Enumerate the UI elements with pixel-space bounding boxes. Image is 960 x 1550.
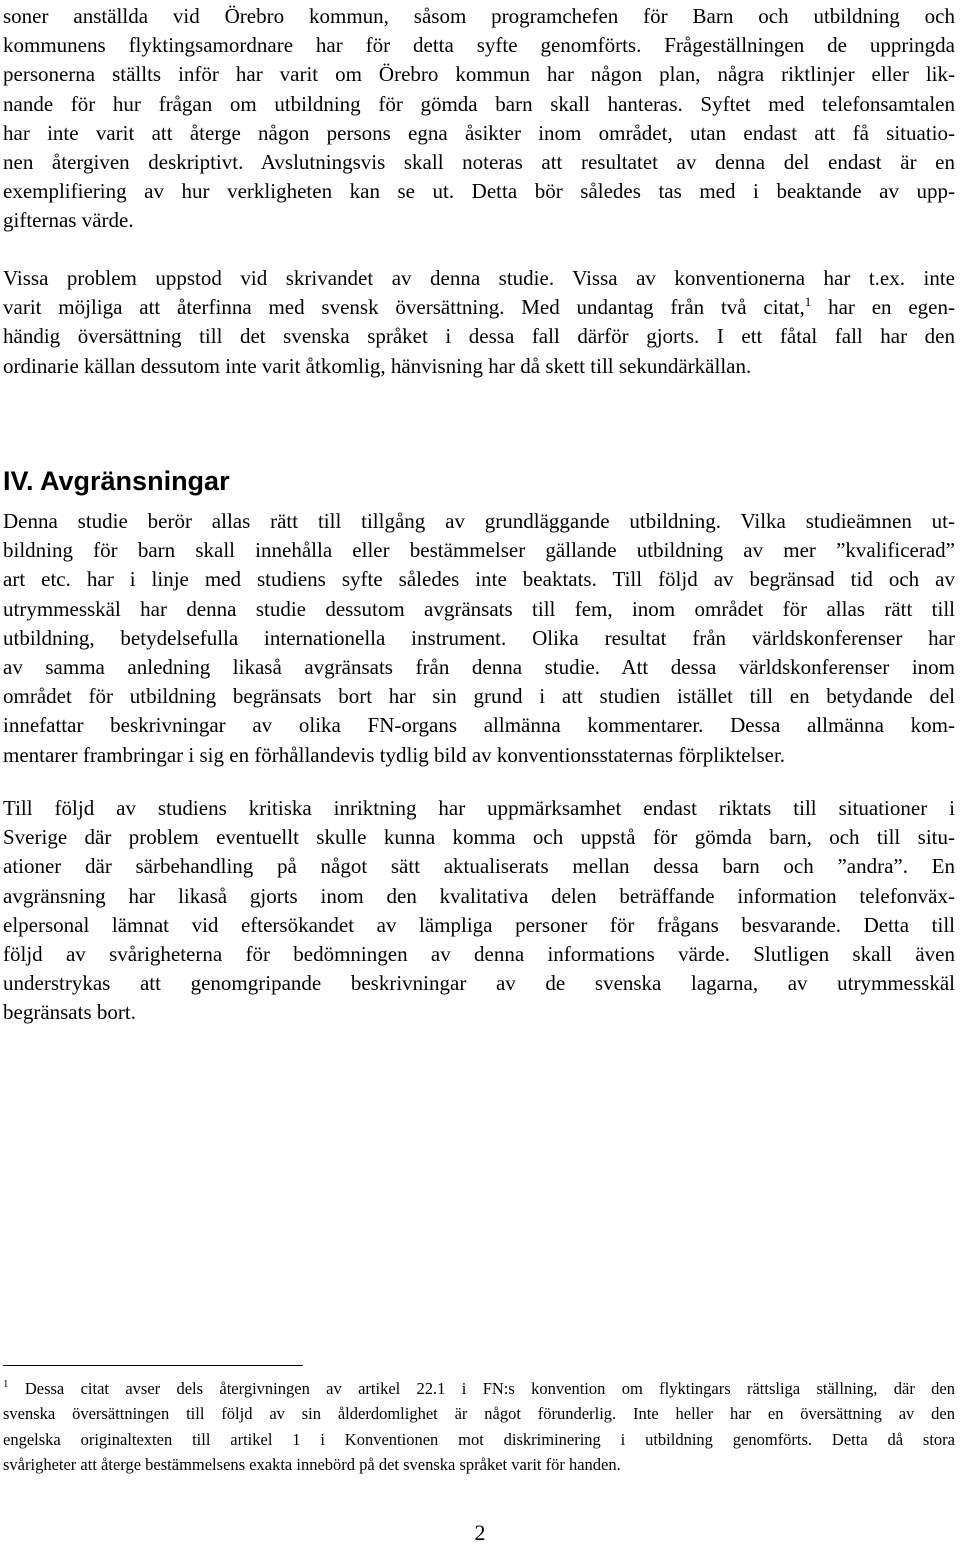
focus-paragraph (3, 794, 955, 1028)
problems-line: händig översättning till det svenska språket i dessa fall därför gjorts. I ett fåtal fall har den (3, 324, 955, 349)
scope-line: av samma anledning likaså avgränsats från denna studie. Att dessa världskonferenser inom (3, 655, 955, 680)
footnote-line: svenska översättningen till följd av sin ålderdomlighet är något förunderlig. Inte heller har en översättning av den (3, 1404, 955, 1424)
scope-paragraph (3, 507, 955, 770)
scope-line: mentarer frambringar i sig en förhållandevis tydlig bild av konventionsstaternas förpliktelser. (3, 742, 786, 767)
section-heading: IV. Avgränsningar (3, 466, 230, 496)
problems-line-end: har en egen- (811, 295, 955, 320)
scope-line: innefattar beskrivningar av olika FN-organs allmänna kommentarer. Dessa allmänna kom- (3, 713, 955, 738)
focus-line: begränsats bort. (3, 1000, 136, 1025)
problems-line-text: varit möjliga att återfinna med svensk översättning. Med undantag från två citat, (3, 295, 805, 320)
problems-paragraph (3, 264, 955, 381)
scope-line: bildning för barn skall innehålla eller bestämmelser gällande utbildning av mer ”kvalificerad” (3, 538, 955, 563)
footnote-line-text: Dessa citat avser dels återgivningen av artikel 22.1 i FN:s konvention om flyktingars rättsliga ställning, där den (8, 1379, 955, 1398)
intro-line: exemplifiering av hur verkligheten kan se ut. Detta bör således tas med i beaktande av upp- (3, 179, 955, 204)
footnote-line: engelska originaltexten till artikel 1 i Konventionen mot diskriminering i utbildning genomförts. Detta då stora (3, 1429, 955, 1449)
problems-line: Vissa problem uppstod vid skrivandet av denna studie. Vissa av konventionerna har t.ex. inte (3, 266, 955, 290)
footnote (3, 1376, 955, 1477)
footnote-marker: 1 (3, 1378, 9, 1390)
intro-line: nande för hur frågan om utbildning för gömda barn skall hanteras. Syftet med telefonsamtalen (3, 91, 955, 116)
scope-line: art etc. har i linje med studiens syfte således inte beaktats. Till följd av begränsad tid och av (3, 567, 955, 592)
footnote-separator (3, 1365, 303, 1366)
footnote-reference[interactable]: 1 (804, 294, 812, 310)
intro-line: gifternas värde. (3, 208, 134, 233)
intro-paragraph (3, 2, 955, 236)
footnote-line (3, 1376, 955, 1401)
intro-line: har inte varit att återge någon persons egna åsikter inom området, utan endast att få situatio- (3, 120, 955, 145)
problems-line-with-footnote (3, 293, 955, 322)
focus-line: Sverige där problem eventuellt skulle kunna komma och uppstå för gömda barn, och till situ- (3, 825, 955, 850)
intro-line: kommunens flyktingsamordnare har för detta syfte genomförts. Frågeställningen de uppringda (3, 33, 955, 58)
page-number: 2 (474, 1520, 486, 1545)
focus-line: ationer där särbehandling på något sätt aktualiserats mellan dessa barn och ”andra”. En (3, 854, 955, 879)
intro-line: soner anställda vid Örebro kommun, såsom programchefen för Barn och utbildning och (3, 4, 955, 28)
focus-line: understrykas att genomgripande beskrivningar av de svenska lagarna, av utrymmesskäl (3, 971, 955, 996)
focus-line: elpersonal lämnat vid eftersökandet av lämpliga personer för frågans besvarande. Detta till (3, 912, 955, 937)
scope-line: utrymmesskäl har denna studie dessutom avgränsats till fem, inom området för allas rätt till (3, 596, 955, 621)
intro-line: personerna ställts inför har varit om Örebro kommun har någon plan, några riktlinjer eller lik- (3, 62, 955, 87)
scope-line: Denna studie berör allas rätt till tillgång av grundläggande utbildning. Vilka studieämnen ut- (3, 509, 955, 533)
intro-line: nen återgiven deskriptivt. Avslutningsvis skall noteras att resultatet av denna del endast är en (3, 150, 955, 175)
focus-line: följd av svårigheterna för bedömningen av denna informations värde. Slutligen skall även (3, 942, 955, 967)
scope-line: utbildning, betydelsefulla internationella instrument. Olika resultat från världskonferenser har (3, 625, 955, 650)
problems-line: ordinarie källan dessutom inte varit åtkomlig, hänvisning har då skett till sekundärkällan. (3, 353, 752, 378)
scope-line: området för utbildning begränsats bort har sin grund i att studien istället till en betydande del (3, 684, 955, 709)
focus-line: Till följd av studiens kritiska inriktning har uppmärksamhet endast riktats till situationer i (3, 796, 955, 820)
footnote-line: svårigheter att återge bestämmelsens exakta innebörd på det svenska språket varit för handen. (3, 1454, 621, 1474)
focus-line: avgränsning har likaså gjorts inom den kvalitativa delen beträffande information telefonväx- (3, 883, 955, 908)
